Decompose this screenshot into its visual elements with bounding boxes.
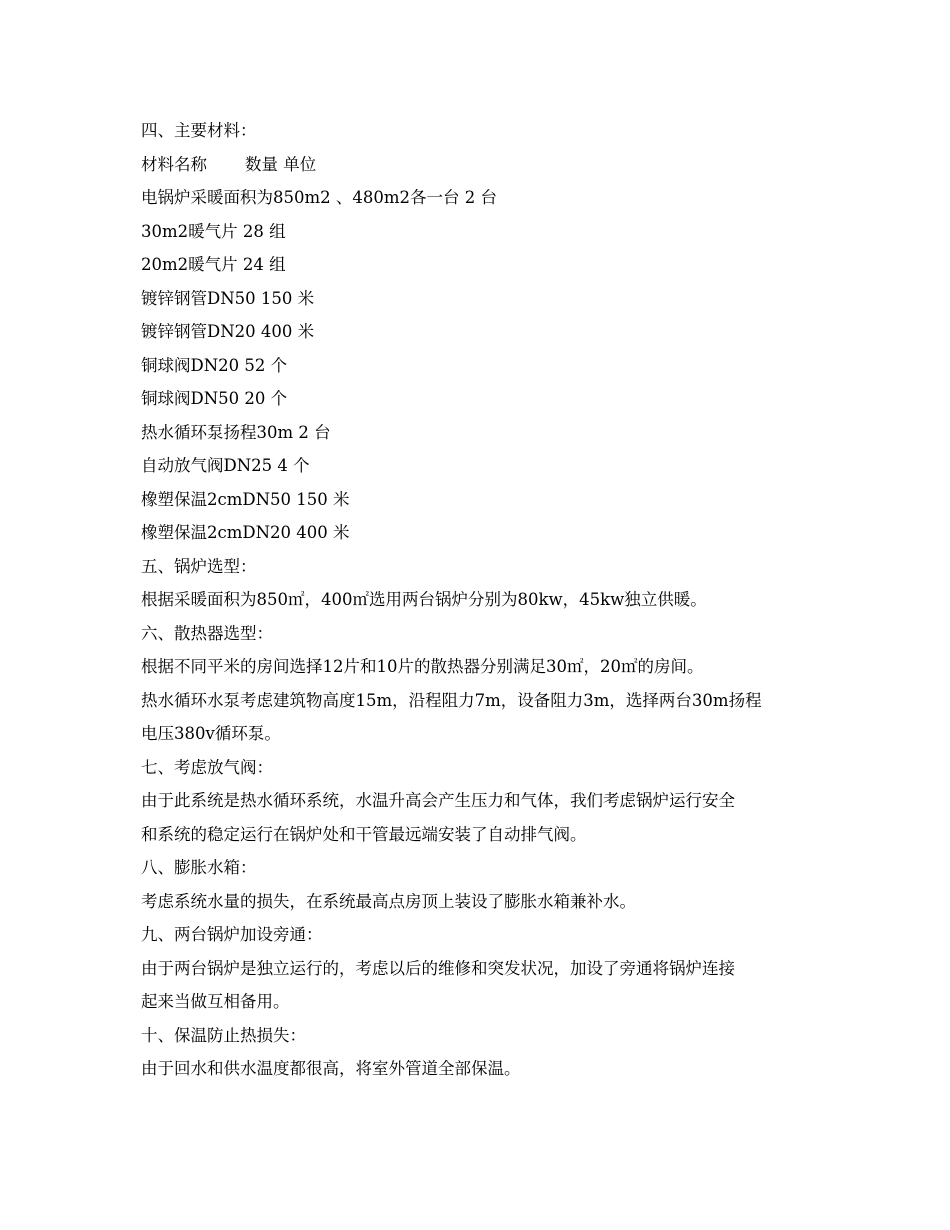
- section-7-text-line1: 由于此系统是热水循环系统，水温升高会产生压力和气体，我们考虑锅炉运行安全: [141, 791, 735, 810]
- materials-table-header: [141, 148, 821, 182]
- material-item: 热水循环泵扬程30m 2 台: [141, 422, 331, 442]
- section-6-pump-text-line2: 电压380v循环泵。: [141, 724, 281, 743]
- material-item: 30m2暖气片 28 组: [141, 221, 286, 241]
- section-10-heading: 十、保温防止热损失：: [141, 1025, 306, 1045]
- header-name: 材料名称: [141, 154, 207, 174]
- header-unit: 单位: [283, 154, 317, 174]
- section-6-text: 根据不同平米的房间选择12片和10片的散热器分别满足30㎡，20㎡的房间。: [141, 657, 704, 676]
- material-item: 铜球阀DN50 20 个: [141, 389, 288, 408]
- section-8-text: 考虑系统水量的损失，在系统最高点房顶上装设了膨胀水箱兼补水。: [141, 891, 636, 911]
- section-9-heading: 九、两台锅炉加设旁通：: [141, 925, 323, 944]
- section-10-text: 由于回水和供水温度都很高，将室外管道全部保温。: [141, 1059, 521, 1078]
- section-7-text-line2: 和系统的稳定运行在锅炉处和干管最远端安装了自动排气阀。: [141, 824, 587, 844]
- material-item: 20m2暖气片 24 组: [141, 255, 286, 274]
- section-8-heading: 八、膨胀水箱：: [141, 858, 257, 877]
- section-7-heading: 七、考虑放气阀：: [141, 757, 273, 777]
- material-item: 镀锌钢管DN20 400 米: [141, 322, 315, 341]
- material-item: 铜球阀DN20 52 个: [141, 355, 288, 375]
- section-6-pump-text-line1: 热水循环水泵考虑建筑物高度15m，沿程阻力7m，设备阻力3m，选择两台30m扬程: [141, 690, 762, 710]
- section-9-text-line2: 起来当做互相备用。: [141, 992, 290, 1011]
- document-page: [141, 114, 821, 1086]
- material-item: 自动放气阀DN25 4 个: [141, 456, 310, 475]
- material-item: 电锅炉采暖面积为850m2 、480m2各一台 2 台: [141, 188, 498, 207]
- material-item: 镀锌钢管DN50 150 米: [141, 288, 315, 308]
- section-5-heading: 五、锅炉选型：: [141, 556, 257, 576]
- section-6-heading: 六、散热器选型：: [141, 623, 273, 643]
- material-item: 橡塑保温2cmDN50 150 米: [141, 489, 350, 509]
- header-qty: 数量: [245, 154, 278, 174]
- section-5-text: 根据采暖面积为850㎡，400㎡选用两台锅炉分别为80kw，45kw独立供暖。: [141, 590, 707, 609]
- material-item: 橡塑保温2cmDN20 400 米: [141, 523, 350, 542]
- section-4-heading: 四、主要材料：: [141, 121, 257, 140]
- section-9-text-line1: 由于两台锅炉是独立运行的，考虑以后的维修和突发状况，加设了旁通将锅炉连接: [141, 958, 735, 978]
